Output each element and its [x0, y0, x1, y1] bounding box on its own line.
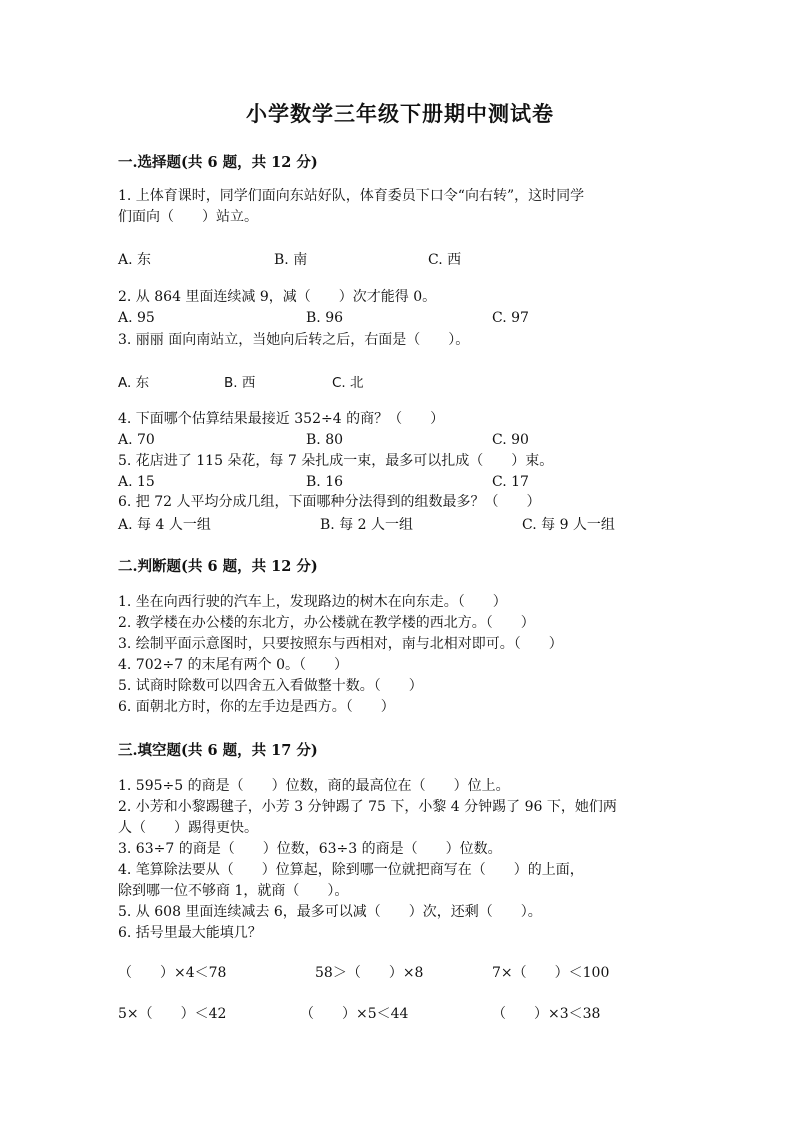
- question-text: 除到哪一位不够商 1，就商（ ）。: [118, 883, 349, 899]
- option-c: C. 北: [332, 375, 364, 391]
- option-c: C. 每 9 人一组: [522, 517, 615, 533]
- option-c: C. 17: [492, 474, 529, 490]
- option-b: B. 西: [224, 375, 256, 391]
- option-c: C. 90: [492, 432, 529, 448]
- question-text: 5. 花店进了 115 朵花，每 7 朵扎成一束，最多可以扎成（ ）束。: [118, 453, 554, 469]
- question-text: 人（ ）踢得更快。: [118, 820, 258, 836]
- question-text: 6. 把 72 人平均分成几组，下面哪种分法得到的组数最多？（ ）: [118, 494, 541, 510]
- option-a: A. 每 4 人一组: [118, 517, 211, 533]
- question-text: 1. 595÷5 的商是（ ）位数，商的最高位在（ ）位上。: [118, 778, 510, 794]
- option-a: A. 70: [118, 432, 155, 448]
- option-a: A. 东: [118, 252, 152, 268]
- fill-expression: （ ）×5＜44: [300, 1006, 409, 1022]
- option-a: A. 15: [118, 474, 155, 490]
- question-text: 们面向（ ）站立。: [118, 209, 258, 225]
- option-c: C. 西: [428, 252, 462, 268]
- question-text: 2. 教学楼在办公楼的东北方，办公楼就在教学楼的西北方。（ ）: [118, 615, 535, 631]
- fill-expression: （ ）×4＜78: [118, 965, 227, 981]
- section-heading-choice: 一.选择题(共 6 题，共 12 分): [118, 154, 318, 171]
- fill-expression: 58＞（ ）×8: [315, 965, 424, 981]
- question-text: 4. 下面哪个估算结果最接近 352÷4 的商？（ ）: [118, 411, 445, 427]
- fill-expression: 5×（ ）＜42: [118, 1006, 227, 1022]
- fill-expression: （ ）×3＜38: [492, 1006, 601, 1022]
- section-heading-fill: 三.填空题(共 6 题，共 17 分): [118, 742, 318, 759]
- question-text: 5. 试商时除数可以四舍五入看做整十数。（ ）: [118, 678, 423, 694]
- option-b: B. 每 2 人一组: [320, 517, 413, 533]
- option-c: C. 97: [492, 310, 529, 326]
- question-text: 5. 从 608 里面连续减去 6，最多可以减（ ）次，还剩（ ）。: [118, 904, 542, 920]
- question-text: 6. 括号里最大能填几？: [118, 925, 262, 941]
- question-text: 2. 小芳和小黎踢毽子，小芳 3 分钟踢了 75 下，小黎 4 分钟踢了 96 下，她们两: [118, 799, 617, 815]
- question-text: 3. 绘制平面示意图时，只要按照东与西相对，南与北相对即可。（ ）: [118, 636, 563, 652]
- option-b: B. 南: [274, 252, 308, 268]
- option-a: A. 东: [118, 375, 150, 391]
- option-b: B. 16: [306, 474, 344, 490]
- question-text: 1. 上体育课时，同学们面向东站好队，体育委员下口令“向右转”，这时同学: [118, 188, 585, 204]
- question-text: 6. 面朝北方时，你的左手边是西方。（ ）: [118, 699, 395, 715]
- question-text: 3. 丽丽 面向南站立，当她向后转之后，右面是（ ）。: [118, 332, 470, 348]
- question-text: 4. 702÷7 的末尾有两个 0。（ ）: [118, 657, 348, 673]
- question-text: 1. 坐在向西行驶的汽车上，发现路边的树木在向东走。（ ）: [118, 594, 507, 610]
- option-b: B. 96: [306, 310, 344, 326]
- page-title: 小学数学三年级下册期中测试卷: [246, 101, 554, 126]
- option-a: A. 95: [118, 310, 155, 326]
- question-text: 3. 63÷7 的商是（ ）位数，63÷3 的商是（ ）位数。: [118, 841, 502, 857]
- question-text: 2. 从 864 里面连续减 9，减（ ）次才能得 0。: [118, 289, 437, 305]
- section-heading-judge: 二.判断题(共 6 题，共 12 分): [118, 558, 318, 575]
- question-text: 4. 笔算除法要从（ ）位算起，除到哪一位就把商写在（ ）的上面，: [118, 862, 584, 878]
- fill-expression: 7×（ ）＜100: [492, 965, 610, 981]
- option-b: B. 80: [306, 432, 344, 448]
